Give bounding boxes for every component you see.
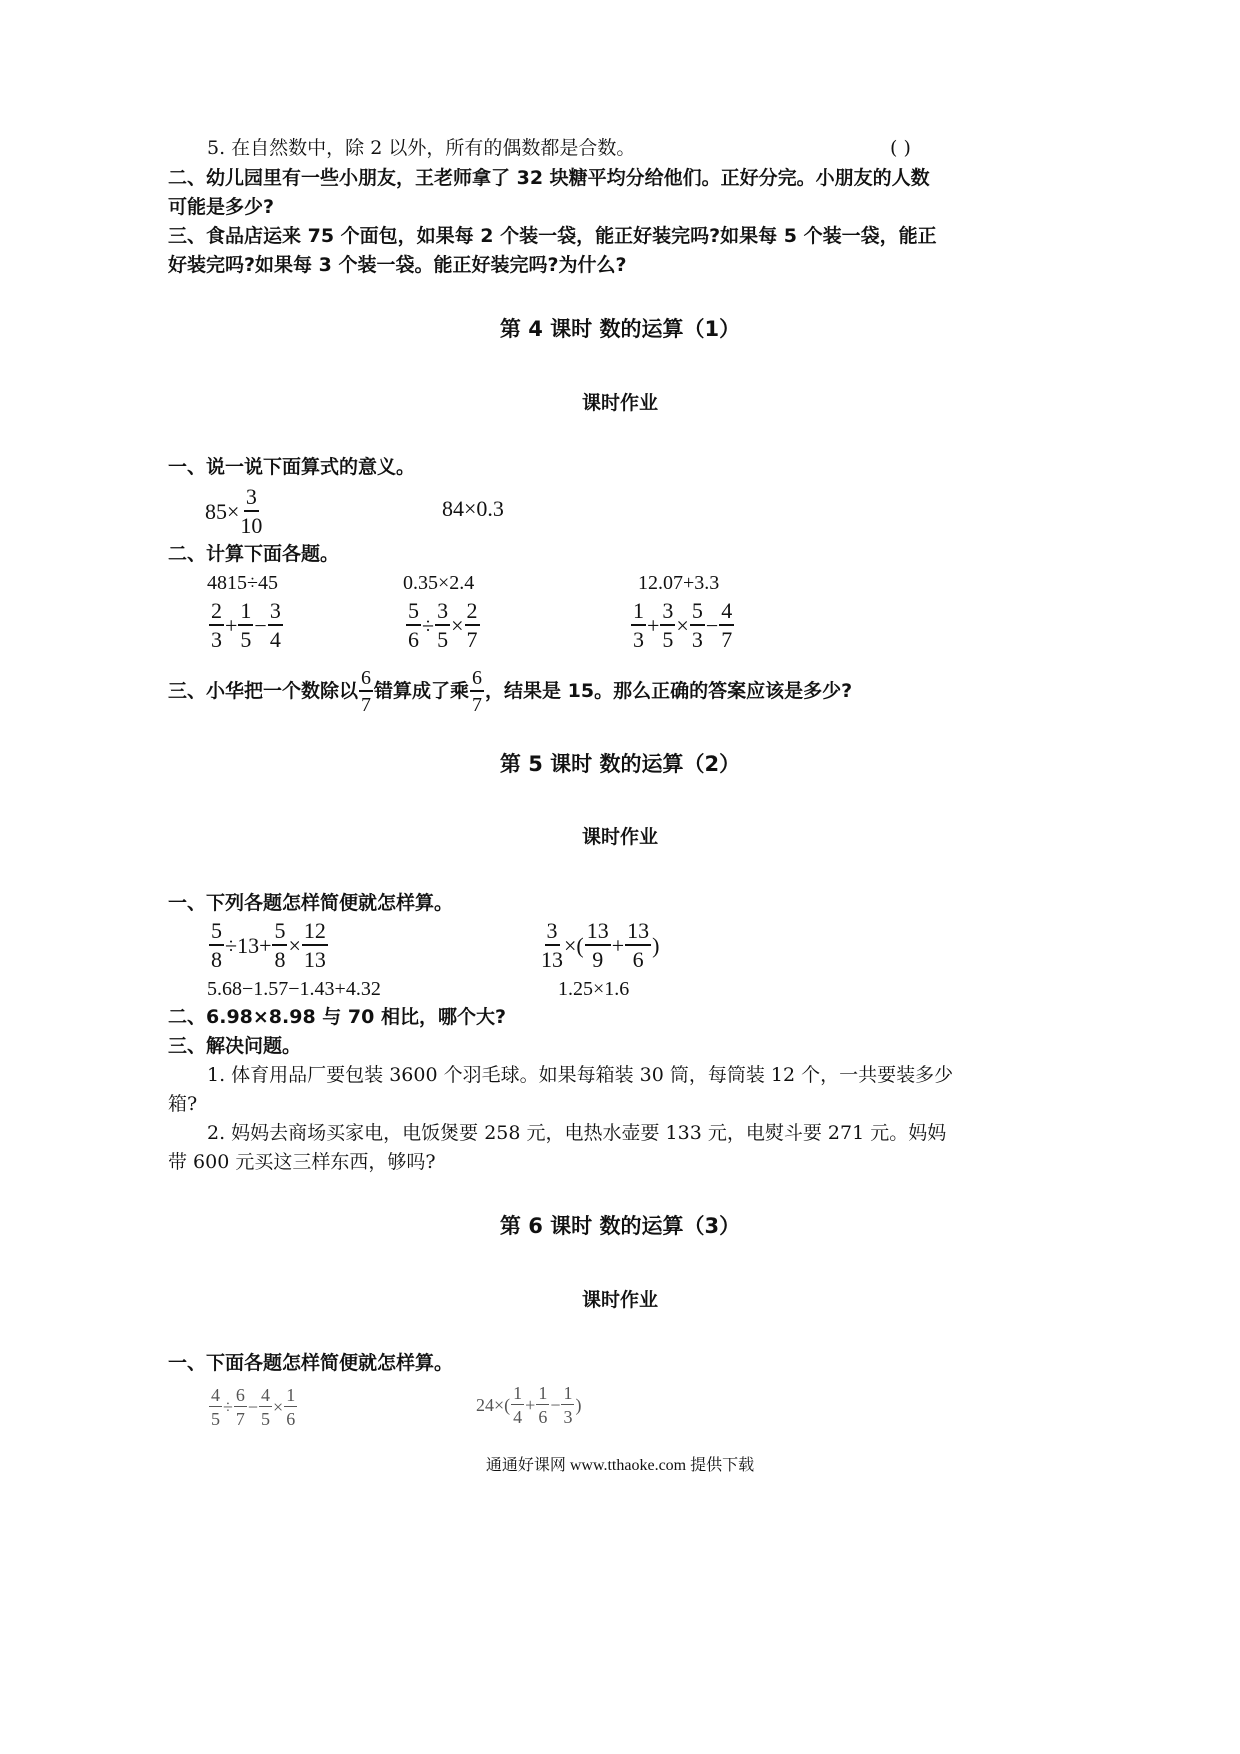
numerator: 3 bbox=[660, 600, 675, 626]
denominator: 4 bbox=[513, 1407, 523, 1427]
denominator: 9 bbox=[592, 947, 604, 972]
denominator: 7 bbox=[235, 1409, 245, 1429]
lesson-5-section-1: 一、下列各题怎样简便就怎样算。 bbox=[168, 892, 454, 914]
operator-text: ) bbox=[575, 1394, 582, 1415]
lesson-5-section-2: 二、6.98×8.98 与 70 相比，哪个大? bbox=[168, 1006, 506, 1028]
numerator: 5 bbox=[209, 920, 224, 946]
denominator: 5 bbox=[437, 627, 449, 652]
fraction bbox=[465, 600, 480, 651]
text: 三、小华把一个数除以 bbox=[168, 680, 359, 702]
numerator: 4 bbox=[719, 600, 734, 626]
numerator: 4 bbox=[211, 1385, 220, 1405]
section-2-line-2: 可能是多少? bbox=[168, 196, 275, 218]
operator-text: ÷13+ bbox=[225, 932, 272, 958]
denominator: 3 bbox=[691, 627, 703, 652]
denominator: 7 bbox=[466, 627, 478, 652]
fraction bbox=[719, 600, 734, 651]
expression bbox=[442, 496, 504, 522]
operator-text: × bbox=[451, 612, 464, 638]
lesson-6-title: 第 6 课时 数的运算（3） bbox=[499, 1214, 741, 1238]
operator-text: × bbox=[676, 612, 689, 638]
denominator: 3 bbox=[563, 1407, 573, 1427]
fraction bbox=[302, 920, 328, 971]
numerator: 3 bbox=[244, 486, 259, 512]
denominator: 6 bbox=[538, 1407, 548, 1427]
fraction bbox=[690, 600, 705, 651]
answer-parentheses: ( ) bbox=[890, 137, 911, 159]
problem-2-line-2: 带 600 元买这三样东西，够吗? bbox=[168, 1151, 436, 1173]
fraction bbox=[284, 1386, 297, 1428]
expression: 0.35×2.4 bbox=[403, 572, 475, 594]
expression: 5.68−1.57−1.43+4.32 bbox=[207, 978, 381, 1000]
text: ，结果是 15。那么正确的答案应该是多少? bbox=[485, 680, 853, 702]
denominator: 5 bbox=[662, 627, 674, 652]
operator-text: − bbox=[550, 1394, 561, 1415]
denominator: 7 bbox=[361, 694, 372, 716]
fraction bbox=[511, 1384, 524, 1426]
numerator: 3 bbox=[435, 600, 450, 626]
numerator: 1 bbox=[631, 600, 646, 626]
numerator: 6 bbox=[359, 668, 373, 692]
fraction bbox=[209, 600, 224, 651]
operator-text: 84×0.3 bbox=[442, 496, 504, 521]
problem-2-line-1: 2. 妈妈去商场买家电，电饭煲要 258 元，电热水壶要 133 元，电熨斗要 271 元。妈妈 bbox=[207, 1122, 947, 1144]
operator-text: + bbox=[647, 612, 660, 638]
denominator: 5 bbox=[261, 1409, 271, 1429]
denominator: 4 bbox=[269, 627, 281, 652]
expression bbox=[540, 920, 659, 971]
lesson-4-section-2: 二、计算下面各题。 bbox=[168, 543, 340, 565]
denominator: 6 bbox=[408, 627, 419, 652]
fraction bbox=[240, 486, 262, 537]
denominator: 3 bbox=[633, 627, 644, 652]
numerator: 13 bbox=[625, 920, 651, 946]
fraction bbox=[536, 1384, 549, 1426]
numerator: 5 bbox=[690, 600, 705, 626]
fraction bbox=[435, 600, 450, 651]
fraction bbox=[209, 1386, 222, 1428]
question-5: 5. 在自然数中，除 2 以外，所有的偶数都是合数。 bbox=[207, 137, 636, 159]
numerator: 1 bbox=[538, 1383, 548, 1403]
denominator: 10 bbox=[240, 513, 263, 538]
numerator: 6 bbox=[235, 1385, 245, 1405]
expression bbox=[405, 600, 481, 651]
operator-text: + bbox=[611, 932, 625, 958]
section-3-line-2: 好装完吗?如果每 3 个装一袋。能正好装完吗?为什么? bbox=[168, 254, 627, 276]
denominator: 13 bbox=[303, 947, 326, 972]
numerator: 3 bbox=[545, 920, 560, 946]
lesson-6-subtitle: 课时作业 bbox=[581, 1289, 658, 1311]
denominator: 7 bbox=[472, 694, 483, 716]
section-2-line-1: 二、幼儿园里有一些小朋友，王老师拿了 32 块糖平均分给他们。正好分完。小朋友的人数 bbox=[168, 167, 930, 189]
section-3-line-1: 三、食品店运来 75 个面包，如果每 2 个装一袋，能正好装完吗?如果每 5 个装一袋，能正 bbox=[168, 225, 937, 247]
denominator: 8 bbox=[274, 947, 286, 972]
operator-text: × bbox=[288, 932, 301, 958]
expression bbox=[205, 486, 263, 537]
lesson-6-section-1: 一、下面各题怎样简便就怎样算。 bbox=[168, 1352, 454, 1374]
numerator: 13 bbox=[585, 920, 611, 946]
fraction bbox=[631, 600, 646, 651]
expression: 12.07+3.3 bbox=[638, 572, 720, 594]
expression bbox=[208, 600, 284, 651]
lesson-5-title: 第 5 课时 数的运算（2） bbox=[499, 752, 741, 776]
lesson-5-subtitle: 课时作业 bbox=[581, 826, 658, 848]
lesson-4-subtitle: 课时作业 bbox=[581, 392, 658, 414]
operator-text: − bbox=[254, 612, 267, 638]
fraction bbox=[541, 920, 563, 971]
fraction bbox=[660, 600, 675, 651]
denominator: 7 bbox=[721, 627, 733, 652]
fraction bbox=[272, 920, 287, 971]
denominator: 5 bbox=[240, 627, 252, 652]
numerator: 1 bbox=[238, 600, 253, 626]
numerator: 1 bbox=[513, 1383, 523, 1403]
expression bbox=[476, 1384, 581, 1426]
numerator: 5 bbox=[272, 920, 287, 946]
numerator: 6 bbox=[470, 668, 484, 692]
expression: 4815÷45 bbox=[207, 572, 278, 594]
fraction bbox=[238, 600, 253, 651]
fraction bbox=[234, 1386, 247, 1428]
operator-text: − bbox=[247, 1396, 259, 1417]
operator-text: + bbox=[525, 1394, 536, 1415]
expression bbox=[208, 920, 329, 971]
numerator: 4 bbox=[261, 1385, 271, 1405]
expression bbox=[208, 1386, 298, 1428]
operator-text: 24×( bbox=[476, 1394, 511, 1415]
fraction bbox=[209, 920, 224, 971]
numerator: 5 bbox=[406, 600, 421, 626]
operator-text: + bbox=[225, 612, 238, 638]
operator-text: ÷ bbox=[223, 1396, 233, 1417]
fraction bbox=[359, 668, 373, 715]
footer-source: 通通好课网 www.tthaoke.com 提供下载 bbox=[485, 1457, 755, 1474]
operator-text: ) bbox=[652, 932, 660, 958]
numerator: 3 bbox=[268, 600, 283, 626]
lesson-4-section-1: 一、说一说下面算式的意义。 bbox=[168, 456, 416, 478]
denominator: 3 bbox=[211, 627, 222, 652]
numerator: 12 bbox=[302, 920, 328, 946]
fraction bbox=[625, 920, 651, 971]
denominator: 5 bbox=[211, 1409, 220, 1429]
lesson-4-section-3 bbox=[168, 668, 852, 715]
operator-text: ÷ bbox=[422, 612, 435, 638]
lesson-4-title: 第 4 课时 数的运算（1） bbox=[499, 317, 741, 341]
fraction bbox=[561, 1384, 574, 1426]
denominator: 8 bbox=[211, 947, 222, 972]
problem-1-line-2: 箱? bbox=[168, 1093, 198, 1115]
denominator: 13 bbox=[541, 947, 563, 972]
numerator: 2 bbox=[465, 600, 480, 626]
numerator: 2 bbox=[209, 600, 224, 626]
denominator: 6 bbox=[632, 947, 644, 972]
fraction bbox=[470, 668, 484, 715]
denominator: 6 bbox=[286, 1409, 296, 1429]
operator-text: − bbox=[705, 612, 719, 638]
operator-text: × bbox=[273, 1396, 284, 1417]
lesson-5-section-3: 三、解决问题。 bbox=[168, 1035, 302, 1057]
operator-text: 85× bbox=[205, 498, 240, 524]
numerator: 1 bbox=[286, 1385, 296, 1405]
operator-text: ×( bbox=[564, 932, 584, 958]
fraction bbox=[268, 600, 283, 651]
expression bbox=[630, 600, 735, 651]
text: 错算成了乘 bbox=[374, 680, 470, 702]
numerator: 1 bbox=[563, 1383, 573, 1403]
fraction bbox=[259, 1386, 272, 1428]
fraction bbox=[585, 920, 611, 971]
problem-1-line-1: 1. 体育用品厂要包装 3600 个羽毛球。如果每箱装 30 筒，每筒装 12 个，一共要装多少 bbox=[207, 1064, 954, 1086]
expression: 1.25×1.6 bbox=[558, 978, 630, 1000]
fraction bbox=[406, 600, 421, 651]
